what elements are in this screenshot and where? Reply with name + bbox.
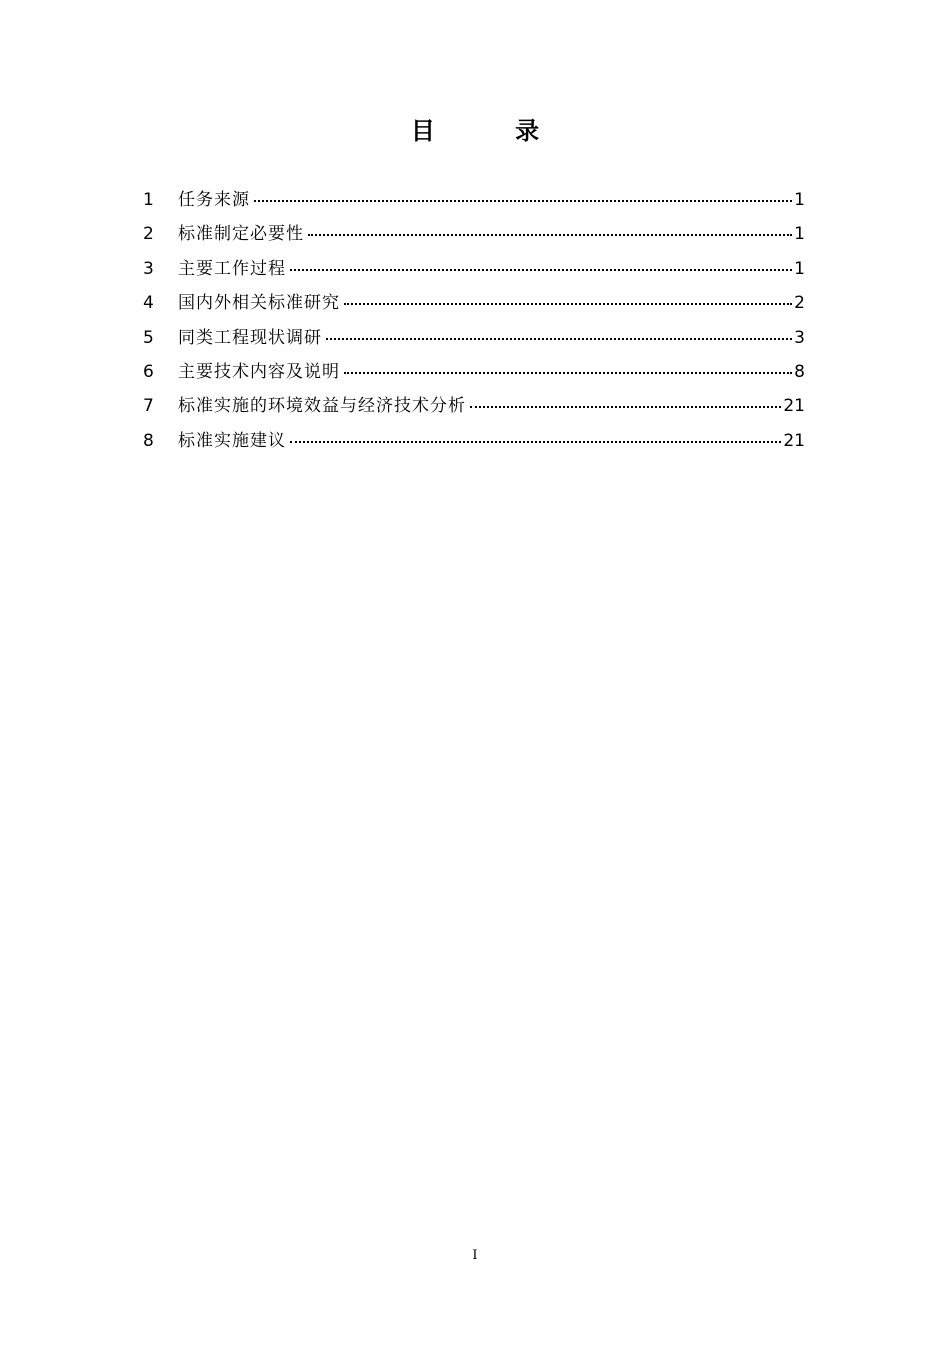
toc-entry-number: 7 [143,396,154,417]
toc-entry-page: 21 [783,396,805,417]
toc-entry-page: 1 [794,258,805,279]
toc-entry[interactable] [143,183,805,217]
toc-dot-leader [326,338,792,340]
toc-dot-leader [290,269,792,271]
toc-dot-leader [254,200,792,202]
toc-title: 目 录 [410,116,576,145]
toc-entry[interactable] [143,424,805,458]
toc-entry-number: 1 [143,190,154,210]
toc-entry-text: 任务来源 [178,190,250,210]
toc-entry-text: 标准实施的环境效益与经济技术分析 [178,396,466,417]
toc-entry-page: 3 [794,327,805,348]
toc-entry-page: 21 [783,430,805,451]
toc-entry-text: 国内外相关标准研究 [178,293,340,314]
toc-entry-page: 8 [794,361,805,382]
toc-entry[interactable] [143,217,805,251]
toc-entry-text: 标准实施建议 [178,430,286,451]
toc-dot-leader [344,303,792,305]
toc-dot-leader [290,441,781,443]
toc-entry[interactable] [143,389,805,423]
toc-entry-number: 8 [143,430,154,451]
toc-dot-leader [308,234,792,236]
toc-dot-leader [344,372,792,374]
toc-entry-page: 1 [794,190,805,210]
toc-entry-number: 2 [143,224,154,245]
toc-entry-number: 3 [143,258,154,279]
toc-entry-number: 6 [143,361,154,382]
toc-entry[interactable] [143,252,805,286]
toc-entry-page: 1 [794,224,805,245]
toc-entry[interactable] [143,321,805,355]
toc-entry[interactable] [143,355,805,389]
toc-list [143,183,805,458]
toc-entry-text: 主要技术内容及说明 [178,361,340,382]
toc-entry-text: 主要工作过程 [178,258,286,279]
toc-entry-number: 4 [143,293,154,314]
toc-entry-page: 2 [794,293,805,314]
toc-entry-text: 标准制定必要性 [178,224,304,245]
toc-dot-leader [470,406,781,408]
footer-page-number: I [472,1248,478,1263]
toc-entry[interactable] [143,286,805,320]
toc-entry-number: 5 [143,327,154,348]
toc-entry-text: 同类工程现状调研 [178,327,322,348]
